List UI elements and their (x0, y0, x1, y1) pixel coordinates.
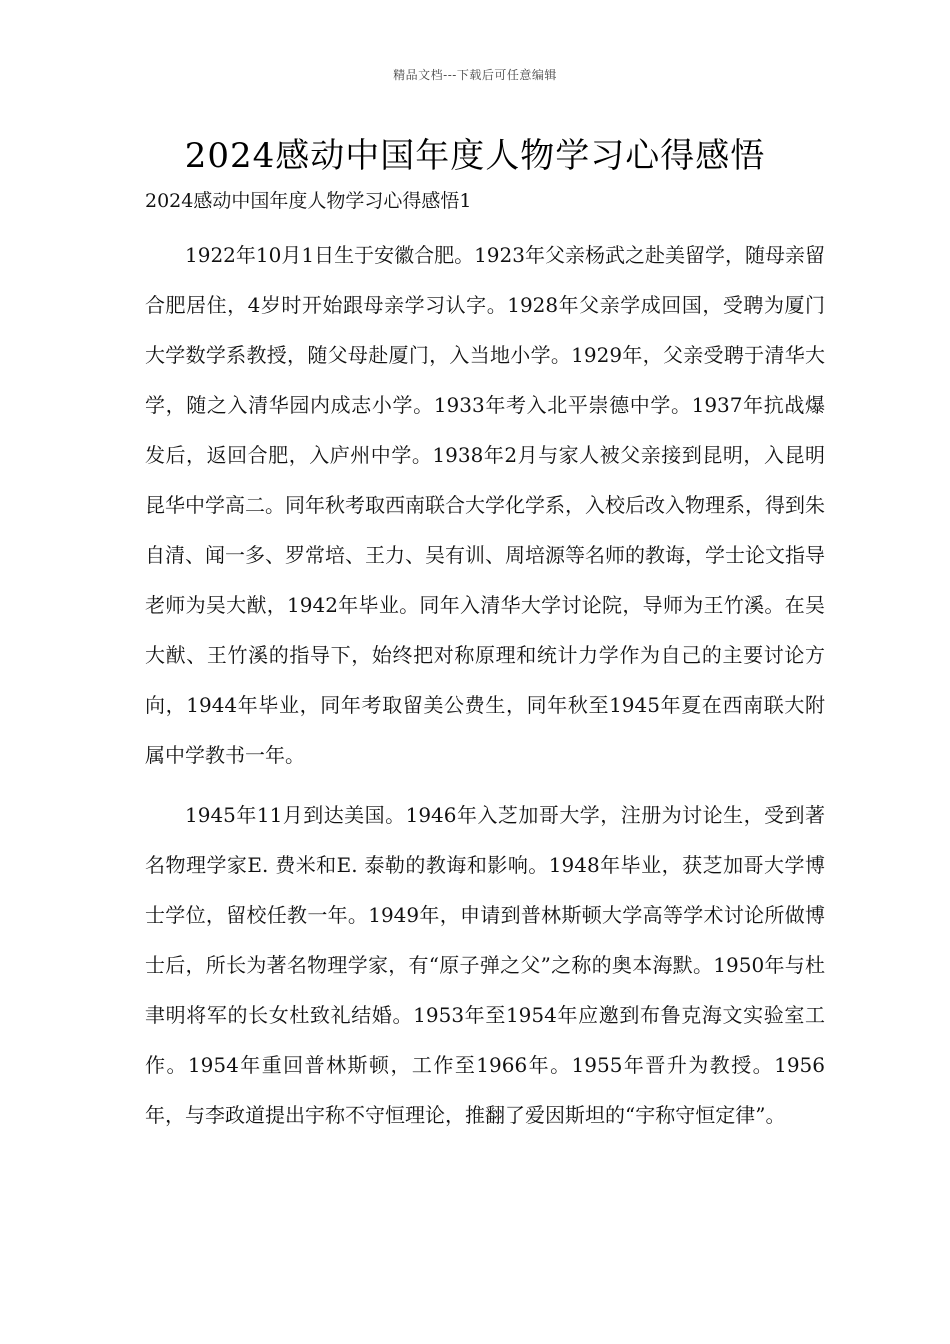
paragraph-1: 1922年10月1日生于安徽合肥。1923年父亲杨武之赴美留学，随母亲留合肥居住，4岁时开始跟母亲学习认字。1928年父亲学成回国，受聘为厦门大学数学系教授，随父母赴厦门，入当地小学。1929年，父亲受聘于清华大学，随之入清华园内成志小学。1933年考入北平崇德中学。1937年抗战爆发后，返回合肥，入庐州中学。1938年2月与家人被父亲接到昆明，入昆明昆华中学高二。同年秋考取西南联合大学化学系，入校后改入物理系，得到朱自清、闻一多、罗常培、王力、吴有训、周培源等名师的教诲，学士论文指导老师为吴大猷，1942年毕业。同年入清华大学讨论院，导师为王竹溪。在吴大猷、王竹溪的指导下，始终把对称原理和统计力学作为自己的主要讨论方向，1944年毕业，同年考取留美公费生，同年秋至1945年夏在西南联大附属中学教书一年。 (145, 243, 825, 767)
document-body (145, 230, 825, 1150)
document-title: 2024感动中国年度人物学习心得感悟 (184, 136, 766, 176)
document-subtitle: 2024感动中国年度人物学习心得感悟1 (145, 190, 472, 212)
header-note: 精品文档---下载后可任意编辑 (393, 68, 557, 82)
paragraph-2: 1945年11月到达美国。1946年入芝加哥大学，注册为讨论生，受到著名物理学家E. 费米和E. 泰勒的教诲和影响。1948年毕业，获芝加哥大学博士学位，留校任教一年。1949年，申请到普林斯顿大学高等学术讨论所做博士后，所长为著名物理学家，有“原子弹之父”之称的奥本海默。1950年与杜聿明将军的长女杜致礼结婚。1953年至1954年应邀到布鲁克海文实验室工作。1954年重回普林斯顿，工作至1966年。1955年晋升为教授。1956年，与李政道提出宇称不守恒理论，推翻了爱因斯坦的“宇称守恒定律”。 (145, 803, 825, 1127)
